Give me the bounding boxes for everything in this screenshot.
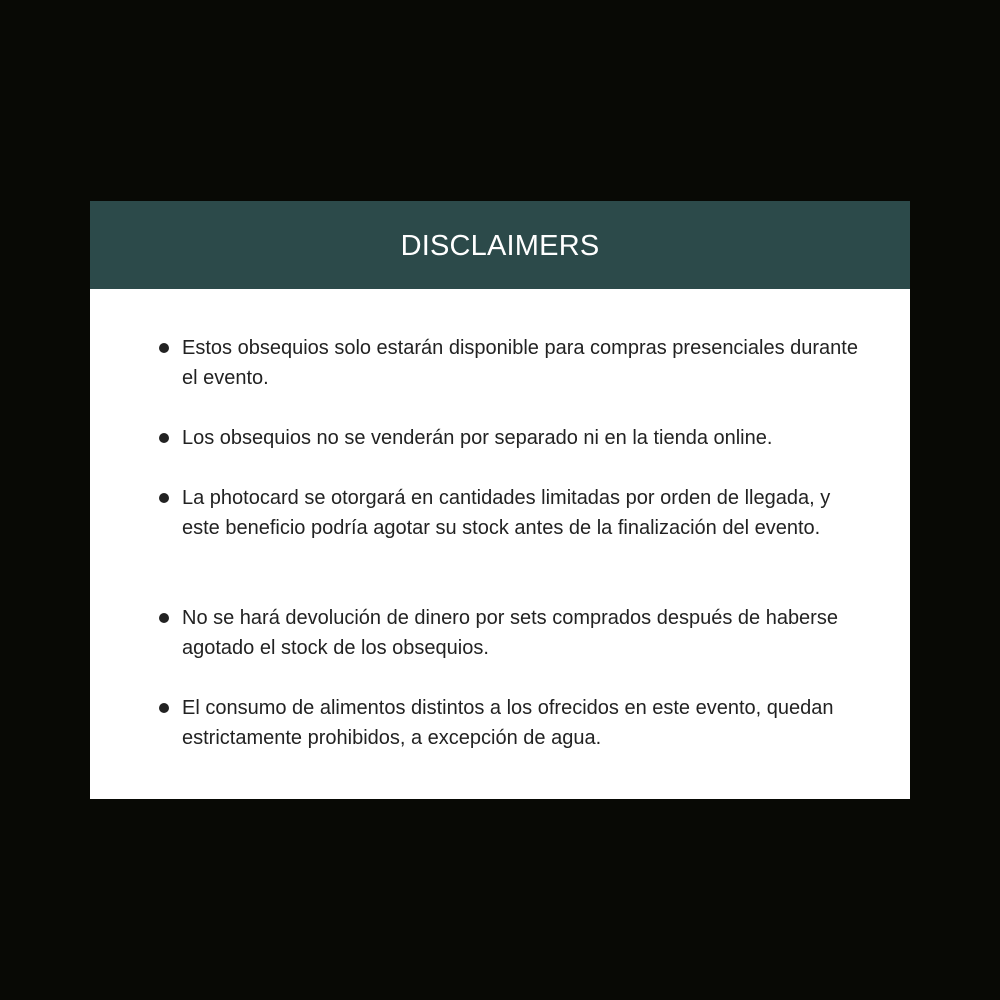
card-header (90, 201, 910, 289)
page-title: DISCLAIMERS (400, 229, 600, 262)
bullet-icon (159, 703, 169, 713)
disclaimer-item (182, 333, 862, 393)
disclaimer-item (182, 603, 862, 663)
disclaimer-text: Estos obsequios solo estarán disponible para compras presenciales durante el evento. (182, 337, 858, 389)
disclaimer-text: Los obsequios no se venderán por separado ni en la tienda online. (182, 427, 773, 449)
bullet-icon (159, 343, 169, 353)
disclaimer-item (182, 423, 862, 453)
bullet-icon (159, 613, 169, 623)
bullet-icon (159, 433, 169, 443)
disclaimer-text: El consumo de alimentos distintos a los ofrecidos en este evento, quedan estrictamente prohibidos, a excepción de agua. (182, 697, 834, 749)
disclaimer-item (182, 693, 862, 753)
bullet-icon (159, 493, 169, 503)
disclaimer-item (182, 483, 862, 543)
disclaimer-text: La photocard se otorgará en cantidades limitadas por orden de llegada, y este beneficio podría agotar su stock antes de la finalización del evento. (182, 487, 831, 539)
disclaimer-text: No se hará devolución de dinero por sets comprados después de haberse agotado el stock de los obsequios. (182, 607, 838, 659)
disclaimer-card (90, 201, 910, 799)
